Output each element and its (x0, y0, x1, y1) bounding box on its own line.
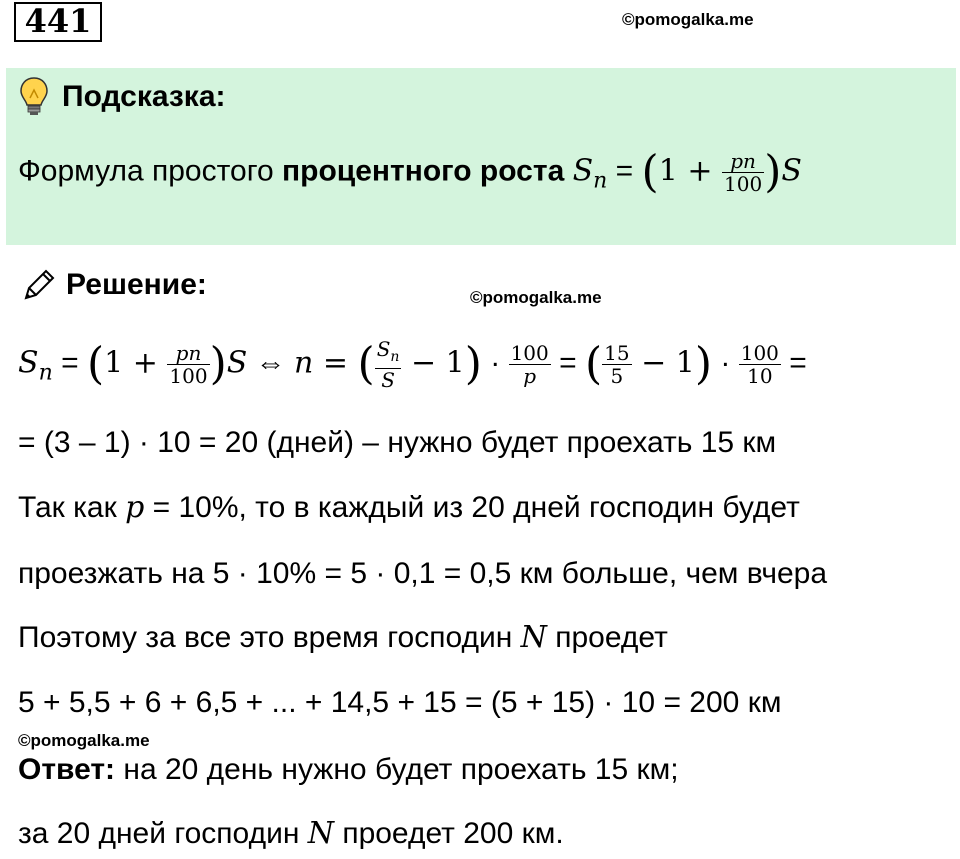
eq-frac1-den: 100 (169, 364, 208, 388)
formula-one: 1 + (658, 153, 722, 189)
eq-frac5 (739, 342, 781, 387)
solution-line-2: = (3 – 1) · 10 = 20 (дней) – нужно будет проехать 15 км (18, 426, 777, 459)
eq-frac3-num: 100 (510, 341, 549, 365)
formula-n: n (593, 168, 608, 194)
eq-frac2-num (375, 338, 402, 369)
fraction-numerator: pn (722, 150, 764, 173)
eq-frac2 (375, 338, 402, 391)
answer-line-1 (18, 752, 679, 788)
eq-minus-one: − 1 (401, 345, 465, 381)
paren-open: ( (641, 146, 659, 198)
eq-end: = (780, 346, 807, 380)
line3-before: Так как (18, 491, 126, 524)
formula-eq: = (607, 154, 642, 188)
eq-frac2-n: n (390, 349, 400, 365)
eq-dot: · (481, 346, 509, 380)
eq-paren2-open: ( (357, 338, 375, 390)
answer-line2-after: проедет 200 км. (333, 817, 564, 850)
hint-text-bold: процентного роста (282, 154, 565, 188)
eq-frac4 (602, 342, 631, 387)
answer-line-2 (18, 816, 564, 852)
eq-frac5-den: 10 (747, 364, 773, 388)
line3-after: = 10%, то в каждый из 20 дней господин будет (144, 491, 800, 524)
eq-paren3-close: ) (694, 338, 713, 390)
eq-s2: S (226, 345, 248, 381)
watermark-middle: ©pomogalka.me (470, 288, 602, 307)
solution-line-3 (18, 490, 800, 526)
paren-close: ) (764, 146, 782, 198)
pencil-icon (18, 266, 58, 306)
answer-line2-var: N (307, 816, 334, 851)
eq-dot2: · (712, 346, 739, 380)
eq-paren2-close: ) (464, 338, 482, 390)
hint-formula-line (18, 146, 802, 199)
solution-title: Решение: (66, 268, 207, 301)
watermark-bottom: ©pomogalka.me (18, 731, 150, 750)
eq-frac1 (167, 342, 209, 387)
eq-equiv: ⇔ (247, 346, 294, 380)
formula-fraction (722, 150, 764, 195)
eq-frac5-num: 100 (740, 341, 779, 365)
eq-frac2-den: S (381, 368, 395, 392)
line5-after: проедет (546, 621, 668, 654)
line5-var: N (520, 620, 547, 655)
hint-text: Формула простого (18, 154, 283, 188)
hint-title: Подсказка: (62, 80, 226, 113)
eq-paren-open: ( (86, 338, 105, 390)
solution-equation-line (18, 338, 807, 391)
answer-text-1: на 20 день нужно будет проехать 15 км; (115, 753, 679, 786)
eq-paren-close: ) (209, 338, 227, 390)
eq-frac3 (509, 342, 551, 387)
eq-minus-one-2: − 1 (631, 345, 695, 381)
solution-line-5 (18, 620, 668, 656)
eq-one: 1 + (104, 345, 168, 381)
eq-equals: = (52, 346, 87, 380)
eq-eq2: = (550, 346, 585, 380)
line3-var: p (125, 490, 145, 525)
solution-line-6: 5 + 5,5 + 6 + 6,5 + ... + 14,5 + 15 = (5 + 15) · 10 = 200 км (18, 686, 782, 719)
lightbulb-icon (18, 76, 50, 116)
formula-s2: S (781, 153, 802, 189)
eq-frac4-den: 5 (610, 364, 624, 388)
eq-n: n (38, 360, 53, 386)
eq-frac4-num: 15 (604, 341, 630, 365)
eq-s: S (18, 345, 39, 381)
formula-s: S (572, 153, 594, 189)
eq-paren3-open: ( (584, 338, 603, 390)
eq-frac3-den: p (523, 364, 537, 388)
problem-number: 441 (14, 2, 102, 42)
fraction-denominator: 100 (724, 172, 763, 196)
watermark-top: ©pomogalka.me (622, 10, 754, 29)
answer-line2-before: за 20 дней господин (18, 817, 308, 850)
eq-frac2-s: S (376, 337, 391, 361)
line5-before: Поэтому за все это время господин (18, 621, 521, 654)
eq-frac1-num: pn (167, 342, 209, 365)
answer-label: Ответ: (18, 753, 116, 786)
solution-line-4: проезжать на 5 · 10% = 5 · 0,1 = 0,5 км больше, чем вчера (18, 557, 828, 590)
eq-n-eq: n = (294, 345, 358, 381)
